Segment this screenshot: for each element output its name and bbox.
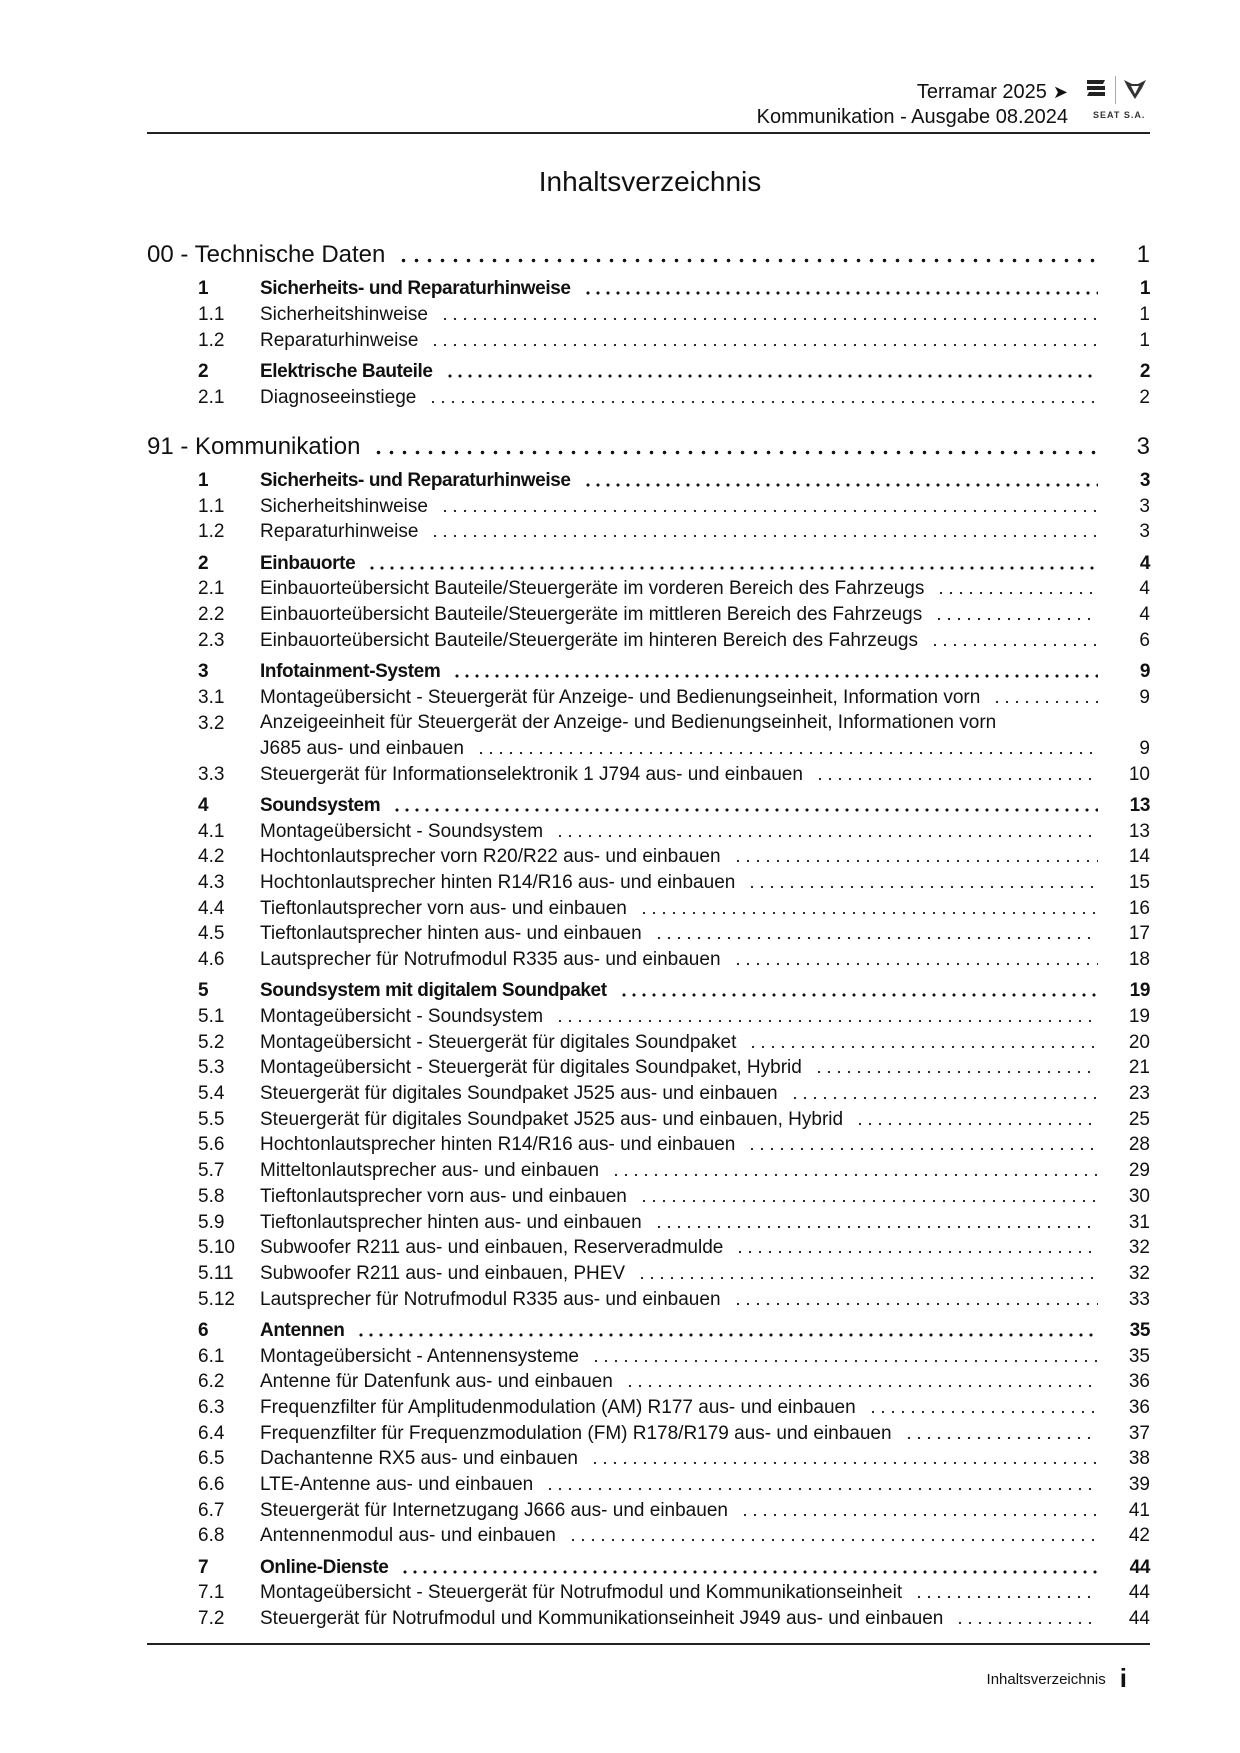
- toc-page-number: 41: [1128, 1499, 1150, 1521]
- toc-number: 4.4: [198, 897, 225, 919]
- dot-leader: [740, 1513, 1098, 1517]
- dot-leader: [733, 1302, 1098, 1306]
- toc-title: Tieftonlautsprecher vorn aus- und einbauen: [260, 897, 627, 919]
- toc-entry[interactable]: [147, 300, 1150, 326]
- toc-title: Mitteltonlautsprecher aus- und einbauen: [260, 1160, 600, 1182]
- toc-title: Online-Dienste: [260, 1556, 389, 1578]
- toc-page-number: 3: [1139, 469, 1150, 491]
- toc-page-number: 32: [1128, 1237, 1150, 1259]
- dot-leader: [397, 258, 1098, 263]
- toc-title: Montageübersicht - Soundsystem: [260, 1006, 544, 1028]
- header-model: Terramar 2025: [916, 81, 1047, 103]
- toc-number: 3.2: [198, 712, 225, 734]
- toc-section[interactable]: [147, 1553, 1150, 1579]
- toc-number: 6.3: [198, 1396, 225, 1418]
- toc-number: 5.4: [198, 1083, 225, 1105]
- dot-leader: [611, 1173, 1098, 1177]
- toc-number: 2.2: [198, 603, 225, 625]
- toc-title: Elektrische Bauteile: [260, 360, 433, 382]
- toc-page-number: 28: [1128, 1134, 1150, 1156]
- toc-number: 2: [198, 360, 209, 382]
- toc-number: 7.2: [198, 1608, 225, 1630]
- toc-entry[interactable]: [147, 383, 1150, 409]
- dot-leader: [855, 1122, 1098, 1126]
- toc-page-number: 1: [1136, 241, 1150, 268]
- footer-page-number: i: [1119, 1663, 1127, 1693]
- toc-entry[interactable]: [147, 1079, 1150, 1105]
- dot-leader: [428, 400, 1098, 404]
- toc-title: Soundsystem mit digitalem Soundpaket: [260, 980, 607, 1002]
- dot-leader: [747, 885, 1098, 889]
- dot-leader: [625, 1384, 1098, 1388]
- dot-leader: [654, 1225, 1098, 1229]
- toc-page-number: 19: [1128, 1006, 1150, 1028]
- toc-page-number: 15: [1128, 872, 1150, 893]
- toc-entry[interactable]: [147, 1285, 1150, 1311]
- toc-number: 5.10: [198, 1237, 235, 1259]
- dot-leader: [637, 1276, 1098, 1280]
- toc-number: 4.3: [198, 872, 225, 893]
- toc-title: Lautsprecher für Notrufmodul R335 aus- und einbauen: [260, 949, 721, 971]
- dot-leader: [555, 1019, 1098, 1023]
- toc-page-number: 44: [1129, 1556, 1150, 1578]
- toc-number: 5.12: [198, 1288, 235, 1310]
- toc-number: 2.1: [198, 578, 225, 600]
- toc-entry[interactable]: [147, 492, 1150, 518]
- toc-title: Anzeigeeinheit für Steuergerät der Anzeige- und Bedienungseinheit, Informationen vorn: [260, 712, 997, 734]
- toc-page-number: 16: [1128, 897, 1150, 919]
- toc-title: Montageübersicht - Steuergerät für digitales Soundpaket: [260, 1031, 737, 1053]
- toc-entry[interactable]: [147, 817, 1150, 843]
- toc-page-number: 4: [1139, 603, 1150, 625]
- toc-entry[interactable]: [147, 1579, 1150, 1605]
- toc-number: 4.2: [198, 846, 225, 868]
- toc-number: 3.1: [198, 686, 225, 708]
- toc-page-number: 20: [1128, 1031, 1150, 1053]
- toc-page-number: 17: [1128, 923, 1150, 945]
- toc-number: 5.6: [198, 1134, 225, 1156]
- toc-page-number: 29: [1128, 1160, 1150, 1182]
- toc-entry[interactable]: [147, 1368, 1150, 1394]
- dot-leader: [992, 700, 1098, 704]
- dot-leader: [476, 751, 1098, 755]
- toc-entry[interactable]: [147, 1131, 1150, 1157]
- dot-leader: [430, 534, 1098, 538]
- toc-title: Sicherheitshinweise: [260, 303, 428, 325]
- toc-title: Subwoofer R211 aus- und einbauen, Reserveradmulde: [260, 1237, 724, 1259]
- dot-leader: [392, 808, 1098, 812]
- dot-leader: [372, 450, 1098, 455]
- toc-number: 3: [198, 660, 209, 682]
- toc-entry[interactable]: [147, 518, 1150, 544]
- toc-title: Steuergerät für Informationselektronik 1 J794 aus- und einbauen: [260, 763, 803, 785]
- dot-leader: [367, 566, 1098, 570]
- toc-title: Sicherheits- und Reparaturhinweise: [260, 278, 571, 300]
- toc-title: Dachantenne RX5 aus- und einbauen: [260, 1448, 578, 1470]
- toc-entry[interactable]: [147, 709, 1150, 760]
- toc-page-number: 25: [1128, 1108, 1150, 1130]
- dot-leader: [733, 962, 1098, 966]
- toc-page-number: 44: [1128, 1608, 1150, 1630]
- dot-leader: [452, 674, 1098, 678]
- dot-leader: [815, 777, 1098, 781]
- toc-section[interactable]: [147, 657, 1150, 683]
- toc-number: 4: [198, 794, 209, 816]
- toc-title: Steuergerät für Internetzugang J666 aus- und einbauen: [260, 1499, 728, 1521]
- toc-entry[interactable]: [147, 1445, 1150, 1471]
- toc-entry[interactable]: [147, 945, 1150, 971]
- toc-title: Tieftonlautsprecher hinten aus- und einbauen: [260, 923, 642, 945]
- toc-number: 2.3: [198, 629, 225, 651]
- footer-rule: [147, 1643, 1150, 1645]
- dot-leader: [914, 1595, 1098, 1599]
- toc-title: Sicherheits- und Reparaturhinweise: [260, 469, 571, 491]
- dot-leader: [583, 291, 1098, 295]
- toc-number: 5.11: [198, 1262, 234, 1284]
- toc-page-number: 13: [1128, 820, 1150, 842]
- toc-page-number: 32: [1128, 1262, 1150, 1284]
- toc-page-number: 14: [1128, 846, 1150, 868]
- toc-entry[interactable]: [147, 1496, 1150, 1522]
- logo-divider: [1115, 76, 1116, 104]
- toc-page-number: 35: [1128, 1345, 1150, 1367]
- dot-leader: [934, 617, 1098, 621]
- toc-title: Reparaturhinweise: [260, 521, 419, 543]
- toc-number: 5.2: [198, 1031, 225, 1053]
- toc-page-number: 39: [1128, 1474, 1150, 1495]
- toc-title: Montageübersicht - Steuergerät für digitales Soundpaket, Hybrid: [260, 1057, 802, 1079]
- arrow-icon: ➤: [1052, 82, 1068, 102]
- toc-entry[interactable]: [147, 1182, 1150, 1208]
- toc-page-number: 36: [1128, 1371, 1150, 1393]
- toc-title: Frequenzfilter für Frequenzmodulation (FM) R178/R179 aus- und einbauen: [260, 1422, 892, 1444]
- toc-section[interactable]: [147, 977, 1150, 1003]
- toc-title: Antennen: [260, 1319, 345, 1341]
- seat-cupra-logo: [1083, 76, 1153, 126]
- header-subtitle: Kommunikation - Ausgabe 08.2024: [756, 106, 1068, 128]
- toc-page-number: 18: [1128, 949, 1150, 971]
- toc-number: 1: [198, 278, 209, 300]
- toc-title: Montageübersicht - Soundsystem: [260, 820, 544, 842]
- dot-leader: [868, 1410, 1098, 1414]
- toc-entry[interactable]: [147, 1208, 1150, 1234]
- toc-title: Diagnoseeinstiege: [260, 386, 417, 408]
- dot-leader: [735, 1250, 1098, 1254]
- dot-leader: [733, 859, 1098, 863]
- toc-title: 00 - Technische Daten: [147, 241, 386, 268]
- toc-number: 1.2: [198, 521, 225, 543]
- toc-entry[interactable]: [147, 843, 1150, 869]
- toc-title: Sicherheitshinweise: [260, 495, 428, 517]
- toc-number: 5.5: [198, 1108, 225, 1130]
- toc-number: 4.5: [198, 923, 225, 945]
- toc-title: Antennenmodul aus- und einbauen: [260, 1525, 556, 1547]
- toc-page-number: 37: [1128, 1422, 1150, 1444]
- toc-number: 6.5: [198, 1448, 225, 1470]
- toc-page-number: 1: [1139, 329, 1150, 351]
- toc-title: Tieftonlautsprecher vorn aus- und einbauen: [260, 1185, 627, 1207]
- toc-number: 6.1: [198, 1345, 225, 1367]
- toc-number: 1.1: [198, 495, 225, 517]
- toc-number: 1.2: [198, 329, 225, 351]
- toc-entry[interactable]: [147, 1342, 1150, 1368]
- toc-number: 6: [198, 1319, 209, 1341]
- toc-page-number: 3: [1139, 495, 1150, 517]
- toc-page-number: 3: [1139, 521, 1150, 543]
- seat-logo-icon: [1085, 78, 1107, 98]
- toc-number: 6.2: [198, 1371, 225, 1393]
- toc-page-number: 9: [1139, 660, 1150, 682]
- toc-page-number: 38: [1128, 1448, 1150, 1470]
- toc-title-continued: J685 aus- und einbauen: [260, 737, 464, 759]
- dot-leader: [545, 1487, 1098, 1491]
- dot-leader: [930, 643, 1098, 647]
- toc-number: 4.6: [198, 949, 225, 971]
- dot-leader: [936, 591, 1098, 595]
- toc-title: Steuergerät für digitales Soundpaket J525 aus- und einbauen, Hybrid: [260, 1108, 844, 1130]
- toc-entry[interactable]: [147, 683, 1150, 709]
- toc-section[interactable]: [147, 275, 1150, 301]
- toc-number: 2: [198, 552, 209, 574]
- toc-number: 7.1: [198, 1582, 225, 1604]
- dot-leader: [904, 1436, 1098, 1440]
- toc-page-number: 10: [1128, 763, 1150, 785]
- page-footer: [987, 1663, 1127, 1694]
- toc-page-number: 42: [1128, 1525, 1150, 1547]
- toc-title: Lautsprecher für Notrufmodul R335 aus- und einbauen: [260, 1288, 721, 1310]
- toc-section[interactable]: [147, 791, 1150, 817]
- dot-leader: [654, 936, 1098, 940]
- toc-title: Montageübersicht - Steuergerät für Anzeige- und Bedienungseinheit, Information vorn: [260, 686, 981, 708]
- dot-leader: [747, 1147, 1098, 1151]
- toc-section[interactable]: [147, 1316, 1150, 1342]
- dot-leader: [591, 1359, 1098, 1363]
- footer-label: Inhaltsverzeichnis: [986, 1671, 1106, 1688]
- toc-entry[interactable]: [147, 1234, 1150, 1260]
- toc-title: Infotainment-System: [260, 660, 441, 682]
- dot-leader: [430, 343, 1098, 347]
- toc-entry[interactable]: [147, 626, 1150, 652]
- toc-page-number: 1: [1139, 303, 1150, 325]
- toc-entry[interactable]: [147, 1105, 1150, 1131]
- toc-page-number: 4: [1139, 578, 1150, 600]
- toc-page-number: 2: [1139, 360, 1150, 382]
- toc-title: Hochtonlautsprecher hinten R14/R16 aus- und einbauen: [260, 1134, 736, 1156]
- toc-page-number: 23: [1128, 1083, 1150, 1105]
- dot-leader: [555, 834, 1098, 838]
- toc-entry[interactable]: [147, 1156, 1150, 1182]
- dot-leader: [639, 1199, 1098, 1203]
- toc-number: 6.8: [198, 1525, 225, 1547]
- dot-leader: [748, 1045, 1098, 1049]
- toc-title: Steuergerät für Notrufmodul und Kommunikationseinheit J949 aus- und einbauen: [260, 1608, 944, 1630]
- toc-title: Antenne für Datenfunk aus- und einbauen: [260, 1371, 613, 1393]
- toc-title: Montageübersicht - Antennensysteme: [260, 1345, 579, 1367]
- toc-title: Einbauorteübersicht Bauteile/Steuergeräte im vorderen Bereich des Fahrzeugs: [260, 578, 925, 600]
- toc-entry[interactable]: [147, 1470, 1150, 1496]
- toc-title: Subwoofer R211 aus- und einbauen, PHEV: [260, 1262, 626, 1284]
- toc-page-number: 6: [1139, 629, 1150, 651]
- toc-page-number: 4: [1139, 552, 1150, 574]
- toc-title: Steuergerät für digitales Soundpaket J525 aus- und einbauen: [260, 1083, 778, 1105]
- toc-entry[interactable]: [147, 1522, 1150, 1548]
- dot-leader: [814, 1070, 1098, 1074]
- dot-leader: [440, 317, 1098, 321]
- toc-title: Frequenzfilter für Amplitudenmodulation (AM) R177 aus- und einbauen: [260, 1396, 856, 1418]
- toc-number: 3.3: [198, 763, 225, 785]
- toc-page-number: 33: [1128, 1288, 1150, 1310]
- dot-leader: [619, 993, 1098, 997]
- toc-page-number: 35: [1129, 1319, 1150, 1341]
- dot-leader: [356, 1333, 1098, 1337]
- toc-page-number: 9: [1139, 737, 1150, 759]
- toc-entry[interactable]: [147, 894, 1150, 920]
- toc-number: 5.9: [198, 1211, 225, 1233]
- toc-number: 1: [198, 469, 209, 491]
- toc-page-number: 2: [1139, 386, 1150, 408]
- toc-number: 2.1: [198, 386, 225, 408]
- toc-title: Montageübersicht - Steuergerät für Notrufmodul und Kommunikationseinheit: [260, 1582, 903, 1604]
- toc-page-number: 31: [1128, 1211, 1150, 1233]
- toc-number: 5.3: [198, 1057, 225, 1079]
- toc-number: 1.1: [198, 303, 225, 325]
- dot-leader: [583, 483, 1098, 487]
- toc-number: 6.6: [198, 1474, 225, 1495]
- toc-entry[interactable]: [147, 1028, 1150, 1054]
- toc-page-number: 30: [1128, 1185, 1150, 1207]
- toc-number: 5: [198, 980, 209, 1002]
- logo-text: SEAT S.A.: [1093, 110, 1146, 120]
- toc-number: 5.7: [198, 1160, 225, 1182]
- toc-chapter[interactable]: [147, 236, 1150, 269]
- toc-entry[interactable]: [147, 600, 1150, 626]
- table-of-contents: [147, 236, 1150, 1630]
- dot-leader: [790, 1096, 1098, 1100]
- dot-leader: [400, 1570, 1098, 1574]
- toc-title: Einbauorte: [260, 552, 356, 574]
- toc-chapter[interactable]: [147, 428, 1150, 461]
- toc-title: Reparaturhinweise: [260, 329, 419, 351]
- toc-entry[interactable]: [147, 1604, 1150, 1630]
- toc-number: 5.1: [198, 1006, 225, 1028]
- toc-entry[interactable]: [147, 326, 1150, 352]
- toc-entry[interactable]: [147, 868, 1150, 894]
- toc-entry[interactable]: [147, 1002, 1150, 1028]
- toc-page-number: 21: [1128, 1057, 1150, 1079]
- cupra-logo-icon: [1123, 78, 1147, 100]
- toc-number: 6.4: [198, 1422, 225, 1444]
- dot-leader: [445, 374, 1098, 378]
- toc-title: Hochtonlautsprecher vorn R20/R22 aus- und einbauen: [260, 846, 721, 868]
- toc-entry[interactable]: [147, 1054, 1150, 1080]
- toc-page-number: 1: [1139, 278, 1150, 300]
- toc-title: Einbauorteübersicht Bauteile/Steuergeräte im mittleren Bereich des Fahrzeugs: [260, 603, 923, 625]
- toc-number: 4.1: [198, 820, 225, 842]
- dot-leader: [568, 1538, 1098, 1542]
- toc-section[interactable]: [147, 357, 1150, 383]
- toc-entry[interactable]: [147, 1393, 1150, 1419]
- toc-title: Hochtonlautsprecher hinten R14/R16 aus- und einbauen: [260, 872, 736, 893]
- toc-title: Einbauorteübersicht Bauteile/Steuergeräte im hinteren Bereich des Fahrzeugs: [260, 629, 918, 651]
- dot-leader: [955, 1621, 1098, 1625]
- toc-section[interactable]: [147, 466, 1150, 492]
- toc-page-number: 3: [1136, 432, 1150, 460]
- toc-section[interactable]: [147, 549, 1150, 575]
- page-header: [757, 80, 1068, 130]
- toc-page-number: 44: [1128, 1582, 1150, 1604]
- toc-title: Soundsystem: [260, 794, 381, 816]
- toc-entry[interactable]: [147, 760, 1150, 786]
- toc-page-number: 19: [1129, 980, 1150, 1002]
- dot-leader: [639, 911, 1098, 915]
- header-rule: [147, 132, 1150, 134]
- page-title: Inhaltsverzeichnis: [538, 166, 762, 197]
- toc-number: 6.7: [198, 1499, 225, 1521]
- toc-title: 91 - Kommunikation: [147, 432, 361, 460]
- toc-entry[interactable]: [147, 575, 1150, 601]
- toc-page-number: 9: [1139, 686, 1150, 708]
- toc-page-number: 36: [1128, 1396, 1150, 1418]
- toc-title: LTE-Antenne aus- und einbauen: [260, 1474, 534, 1495]
- toc-entry[interactable]: [147, 920, 1150, 946]
- toc-number: 7: [198, 1556, 209, 1578]
- toc-page-number: 13: [1129, 794, 1150, 816]
- dot-leader: [440, 509, 1098, 513]
- dot-leader: [590, 1461, 1098, 1465]
- toc-entry[interactable]: [147, 1259, 1150, 1285]
- toc-title: Tieftonlautsprecher hinten aus- und einbauen: [260, 1211, 642, 1233]
- toc-number: 5.8: [198, 1185, 225, 1207]
- toc-entry[interactable]: [147, 1419, 1150, 1445]
